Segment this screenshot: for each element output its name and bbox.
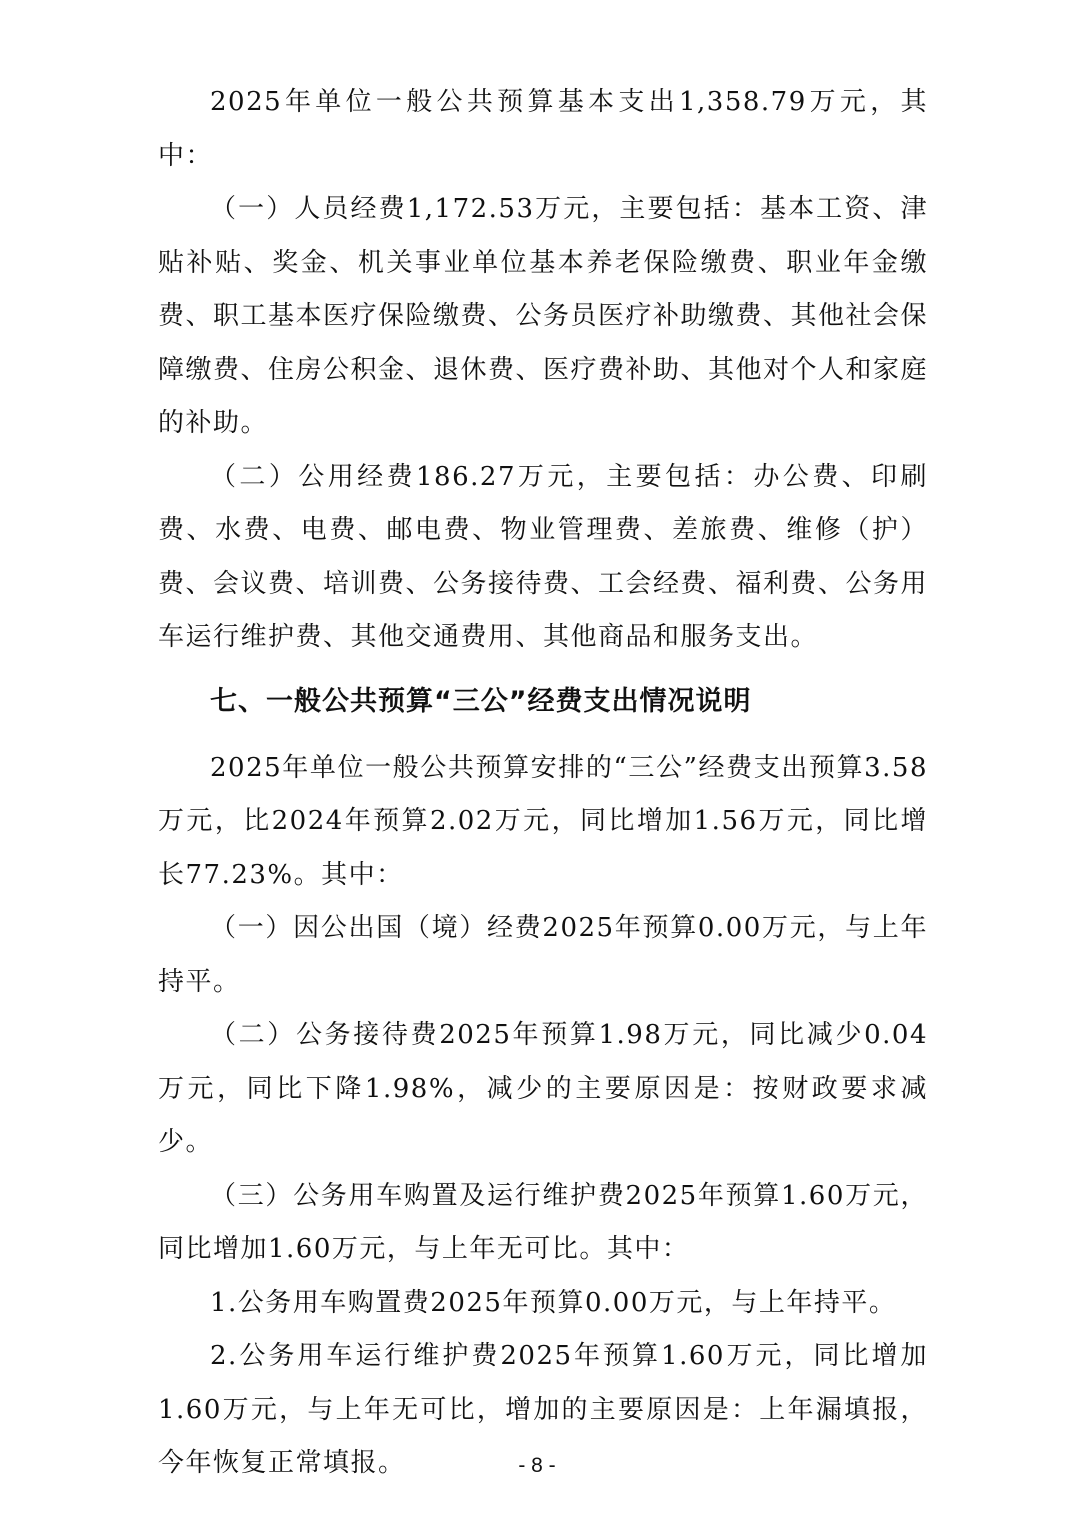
paragraph-three-public-summary: 2025年单位一般公共预算安排的“三公”经费支出预算3.58万元，比2024年预算2.02万元，同比增加1.56万元，同比增长77.23%。其中： xyxy=(158,752,928,890)
paragraph-personnel-expenses: （一）人员经费1,172.53万元，主要包括：基本工资、津贴补贴、奖金、机关事业单位基本养老保险缴费、职业年金缴费、职工基本医疗保险缴费、公务员医疗补助缴费、其他社会保障缴费、住房公积金、退休费、医疗费补助、其他对个人和家庭的补助。 xyxy=(158,194,929,438)
paragraph-vehicle-maintenance: 2.公务用车运行维护费2025年预算1.60万元，同比增加1.60万元，与上年无可比，增加的主要原因是：上年漏填报，今年恢复正常填报。 xyxy=(158,1341,928,1478)
paragraph-official-vehicles: （三）公务用车购置及运行维护费2025年预算1.60万元，同比增加1.60万元，与上年无可比。其中： xyxy=(158,1180,928,1264)
paragraph-overseas-travel: （一）因公出国（境）经费2025年预算0.00万元，与上年持平。 xyxy=(158,913,928,997)
paragraph-public-expenses: （二）公用经费186.27万元，主要包括：办公费、印刷费、水费、电费、邮电费、物业管理费、差旅费、维修（护）费、会议费、培训费、公务接待费、工会经费、福利费、公务用车运行维护费、其他交通费用、其他商品和服务支出。 xyxy=(158,461,929,652)
page-number: - 8 - xyxy=(518,1454,556,1477)
paragraph-official-reception: （二）公务接待费2025年预算1.98万元，同比减少0.04万元，同比下降1.98%，减少的主要原因是：按财政要求减少。 xyxy=(158,1020,928,1157)
section-heading: 七、一般公共预算“三公”经费支出情况说明 xyxy=(210,685,752,717)
document-body xyxy=(158,76,928,1491)
paragraph-basic-expenditure: 2025年单位一般公共预算基本支出1,358.79万元，其中： xyxy=(158,87,928,171)
paragraph-vehicle-purchase: 1.公务用车购置费2025年预算0.00万元，与上年持平。 xyxy=(210,1287,897,1318)
